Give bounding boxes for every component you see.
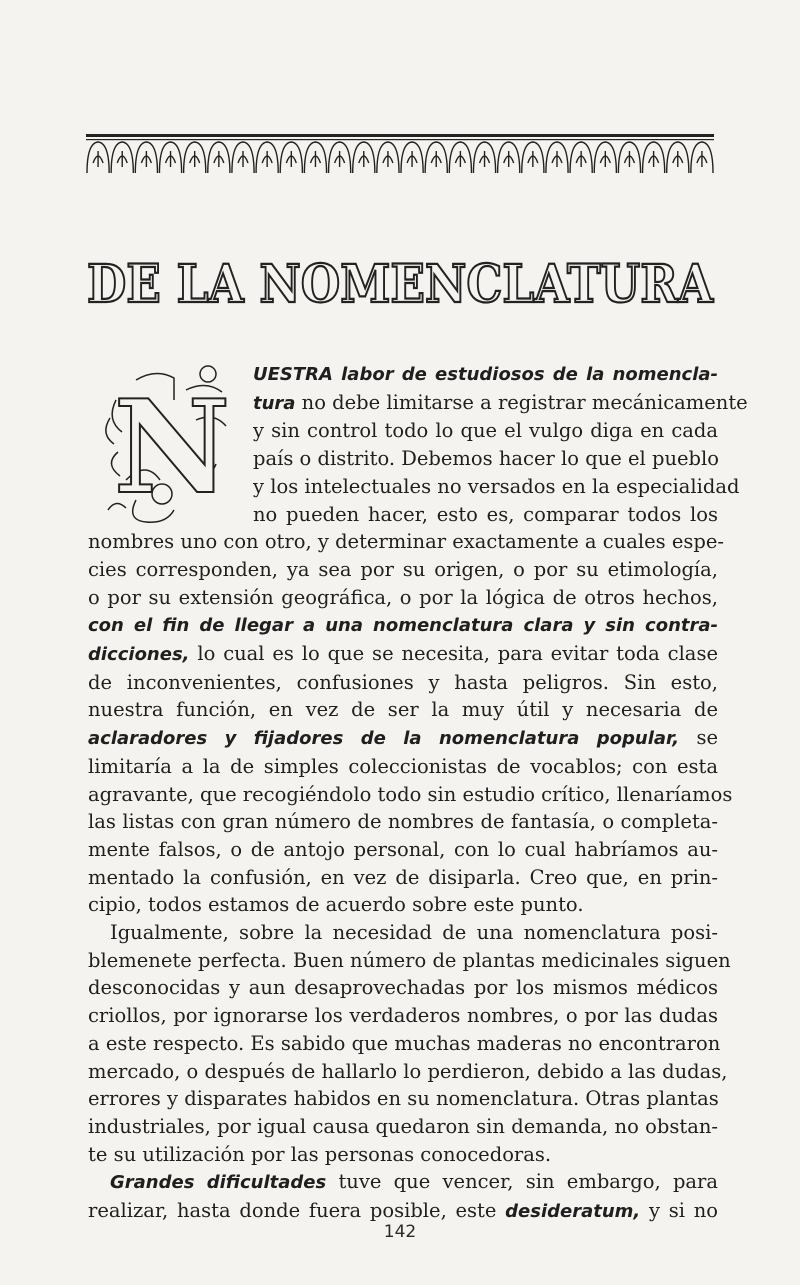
ornament-leaf (673, 151, 683, 167)
emphasis: con el fin de llegar a una nomenclatura clara y sin contra- (88, 615, 718, 637)
ornament-leaf (166, 151, 176, 167)
ornament-leaf (576, 151, 586, 167)
text-line: y sin control todo lo que el vulgo diga en cada (253, 419, 718, 443)
text-line: nuestra función, en vez de ser la muy útil y necesaria de (88, 698, 718, 722)
ornament-leaf (383, 151, 393, 167)
text-line: de inconvenientes, confusiones y hasta peligros. Sin esto, (88, 670, 718, 694)
text-line: nombres uno con otro, y determinar exactamente a cuales espe- (88, 530, 724, 554)
text-line (88, 360, 718, 389)
ornament-leaf (504, 151, 514, 167)
text-line (88, 1168, 718, 1197)
ornament-leaf (552, 151, 562, 167)
ornament-leaf (238, 151, 248, 167)
text-line: mercado, o después de hallarlo lo perdieron, debido a las dudas, (88, 1059, 728, 1083)
emphasis: aclaradores y fijadores de la nomenclatura popular, (88, 728, 680, 750)
text-line: mentado la confusión, en vez de disiparla. Creo que, en prin- (88, 865, 718, 889)
emphasis: Grandes dificultades (110, 1172, 327, 1194)
ornament-leaf (214, 151, 224, 167)
paragraph-3 (88, 1168, 718, 1225)
article-body (88, 360, 748, 1226)
emphasis: desideratum, (505, 1201, 641, 1223)
text-line: mente falsos, o de antojo personal, con lo cual habríamos au- (88, 837, 718, 861)
paragraph-2 (88, 919, 731, 1168)
ornament-border (86, 133, 714, 177)
ornament-leaf (624, 151, 634, 167)
text-line: agravante, que recogiéndolo todo sin estudio crítico, llenaríamos (88, 782, 733, 806)
text-line (88, 389, 748, 418)
ornament-leaf (141, 151, 151, 167)
text-run: realizar, hasta donde fuera posible, este (88, 1199, 506, 1223)
text-line: Igualmente, sobre la necesidad de una nomenclatura posi- (110, 921, 718, 945)
text-run: no debe limitarse a registrar mecánicamente (295, 390, 748, 414)
emphasis: tura (253, 392, 296, 414)
text-line (88, 724, 718, 753)
page-number: 142 (383, 1222, 417, 1242)
ornament-leaf (190, 151, 200, 167)
text-line (88, 640, 718, 669)
ornament-leaf (359, 151, 369, 167)
ornament-leaf (93, 151, 103, 167)
text-run: tuve que vencer, sin embargo, para (326, 1170, 718, 1194)
ornament-leaf (335, 151, 345, 167)
ornament-leaf (697, 151, 707, 167)
text-line (88, 611, 718, 640)
ornament-leaf (480, 151, 490, 167)
text-line: criollos, por ignorarse los verdaderos nombres, o por las dudas (88, 1004, 718, 1028)
ornament-leaf (649, 151, 659, 167)
page-title-text: DE LA NOMENCLATURA (87, 254, 714, 315)
text-line: limitaría a la de simples coleccionistas de vocablos; con esta (88, 754, 718, 778)
text-line: o por su extensión geográfica, o por la lógica de otros hechos, (88, 585, 718, 609)
text-line: las listas con gran número de nombres de fantasía, o completa- (88, 810, 718, 834)
text-line: país o distrito. Debemos hacer lo que el pueblo (253, 447, 720, 471)
text-line: te su utilización por las personas conocedoras. (88, 1142, 552, 1166)
ornament-leaf (455, 151, 465, 167)
text-line: cies corresponden, ya sea por su origen, o por su etimología, (88, 557, 718, 581)
text-line: blemenete perfecta. Buen número de plantas medicinales siguen (88, 948, 731, 972)
ornament-leaf (117, 151, 127, 167)
text-run: y si no (640, 1199, 718, 1223)
text-line: y los intelectuales no versados en la especialidad (253, 474, 740, 498)
drop-cap-letter: N (113, 373, 231, 523)
ornament-leaf (431, 151, 441, 167)
text-line: industriales, por igual causa quedaron sin demanda, no obstan- (88, 1114, 718, 1138)
ornament-leaf (528, 151, 538, 167)
paragraph-1 (88, 360, 748, 919)
emphasis: dicciones, (88, 644, 190, 666)
ornament-leaf (310, 151, 320, 167)
ornament-leaf (262, 151, 272, 167)
page-title (84, 252, 716, 315)
text-line: a este respecto. Es sabido que muchas maderas no encontraron (88, 1031, 721, 1055)
text-line: desconocidas y aun desaprovechadas por los mismos médicos (88, 976, 718, 1000)
text-run: se (679, 726, 718, 750)
text-run: lo cual es lo que se necesita, para evitar toda clase (189, 642, 718, 666)
ornament-leaf (286, 151, 296, 167)
text-line: cipio, todos estamos de acuerdo sobre este punto. (88, 893, 584, 917)
ornament-leaf (600, 151, 610, 167)
emphasis: UESTRA labor de estudiosos de la nomencla- (253, 364, 718, 385)
ornament-leaf (407, 151, 417, 167)
text-line: no pueden hacer, esto es, comparar todos los (253, 502, 718, 526)
text-line: errores y disparates habidos en su nomenclatura. Otras plantas (88, 1087, 719, 1111)
